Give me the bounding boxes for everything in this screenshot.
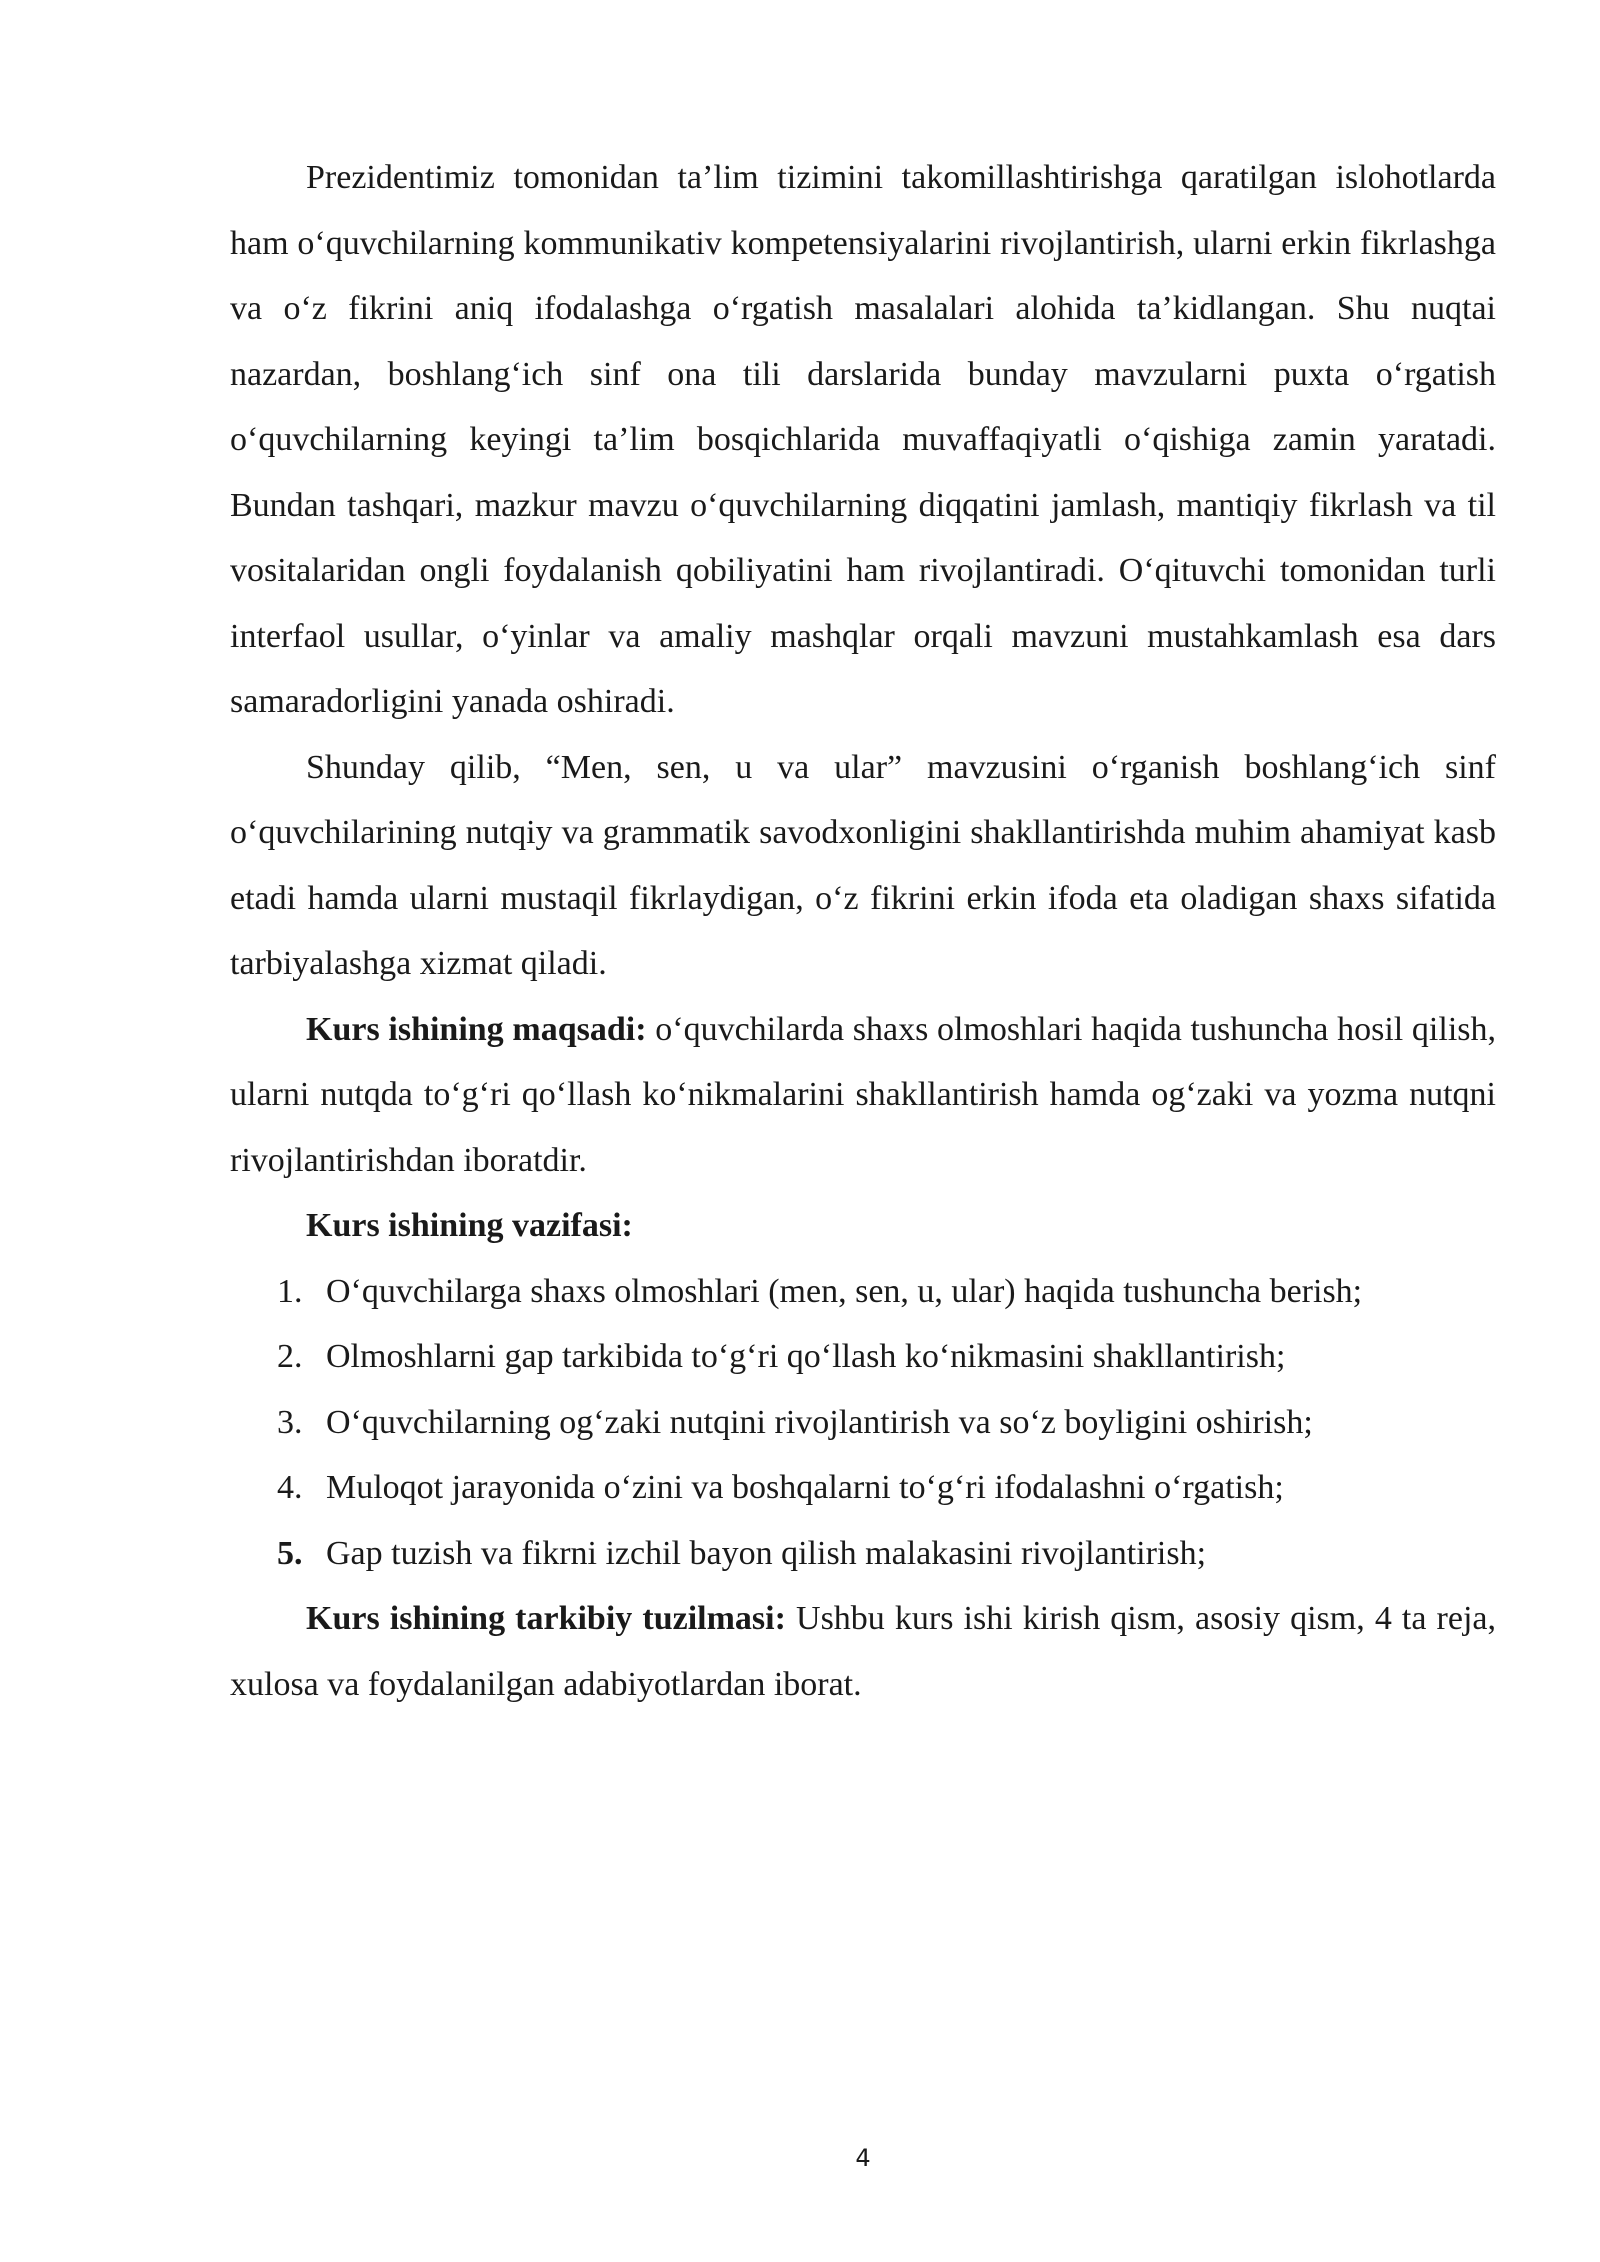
list-item-text: Olmoshlarni gap tarkibida to‘g‘ri qo‘llash ko‘nikmasini shakllantirish;	[326, 1338, 1286, 1375]
list-item-number: 3.	[277, 1403, 303, 1441]
paragraph-structure	[230, 1586, 1496, 1717]
list-item-number: 2.	[277, 1338, 303, 1375]
goal-text: o‘quvchilarda shaxs olmoshlari haqida tushuncha hosil qilish, ularni nutqda to‘g‘ri qo‘llash ko‘nikmalarini shakllantirish hamda og‘zaki va yozma nutqni rivojlantirishdan iboratdir.	[230, 1010, 1496, 1179]
list-item-text: O‘quvchilarga shaxs olmoshlari (men, sen, u, ular) haqida tushuncha berish;	[326, 1272, 1363, 1310]
list-item	[230, 1390, 1496, 1456]
paragraph-conclusion: Shunday qilib, “Men, sen, u va ular” mavzusini o‘rganish boshlang‘ich sinf o‘quvchilarining nutqiy va grammatik savodxonligini shakllantirishda muhim ahamiyat kasb etadi hamda ularni mustaqil fikrlaydigan, o‘z fikrini erkin ifoda eta oladigan shaxs sifatida tarbiyalashga xizmat qiladi.	[230, 748, 1496, 982]
list-item-text: Gap tuzish va fikrni izchil bayon qilish malakasini rivojlantirish;	[326, 1534, 1207, 1572]
document-body	[230, 145, 1496, 1717]
list-item	[230, 1324, 1496, 1390]
structure-text: Ushbu kurs ishi kirish qism, asosiy qism, 4 ta reja, xulosa va foydalanilgan adabiyotlardan iborat.	[230, 1600, 1496, 1703]
paragraph-goal	[230, 997, 1496, 1194]
list-item	[230, 1521, 1496, 1587]
goal-label: Kurs ishining maqsadi:	[306, 1010, 647, 1048]
tasks-heading: Kurs ishining vazifasi:	[306, 1207, 633, 1244]
page-number: 4	[855, 2144, 871, 2172]
list-item-number: 5.	[277, 1534, 303, 1572]
tasks-list	[230, 1259, 1496, 1587]
list-item-text: O‘quvchilarning og‘zaki nutqini rivojlantirish va so‘z boyligini oshirish;	[326, 1403, 1313, 1441]
list-item-number: 1.	[277, 1272, 303, 1310]
paragraph-intro: Prezidentimiz tomonidan ta’lim tizimini takomillashtirishga qaratilgan islohotlarda ham o‘quvchilarning kommunikativ kompetensiyalarini rivojlantirish, ularni erkin fikrlashga va o‘z fikrini aniq ifodalashga o‘rgatish masalalari alohida ta’kidlangan. Shu nuqtai nazardan, boshlang‘ich sinf ona tili darslarida bunday mavzularni puxta o‘rgatish o‘quvchilarning keyingi ta’lim bosqichlarida muvaffaqiyatli o‘qishiga zamin yaratadi. Bundan tashqari, mazkur mavzu o‘quvchilarning diqqatini jamlash, mantiqiy fikrlash va til vositalaridan ongli foydalanish qobiliyatini ham rivojlantiradi. O‘qituvchi tomonidan turli interfaol usullar, o‘yinlar va amaliy mashqlar orqali mavzuni mustahkamlash esa dars samaradorligini yanada oshiradi.	[230, 159, 1496, 720]
list-item-text: Muloqot jarayonida o‘zini va boshqalarni to‘g‘ri ifodalashni o‘rgatish;	[326, 1469, 1284, 1506]
structure-label: Kurs ishining tarkibiy tuzilmasi:	[306, 1600, 786, 1637]
list-item	[230, 1455, 1496, 1521]
list-item-number: 4.	[277, 1469, 303, 1506]
list-item	[230, 1259, 1496, 1325]
